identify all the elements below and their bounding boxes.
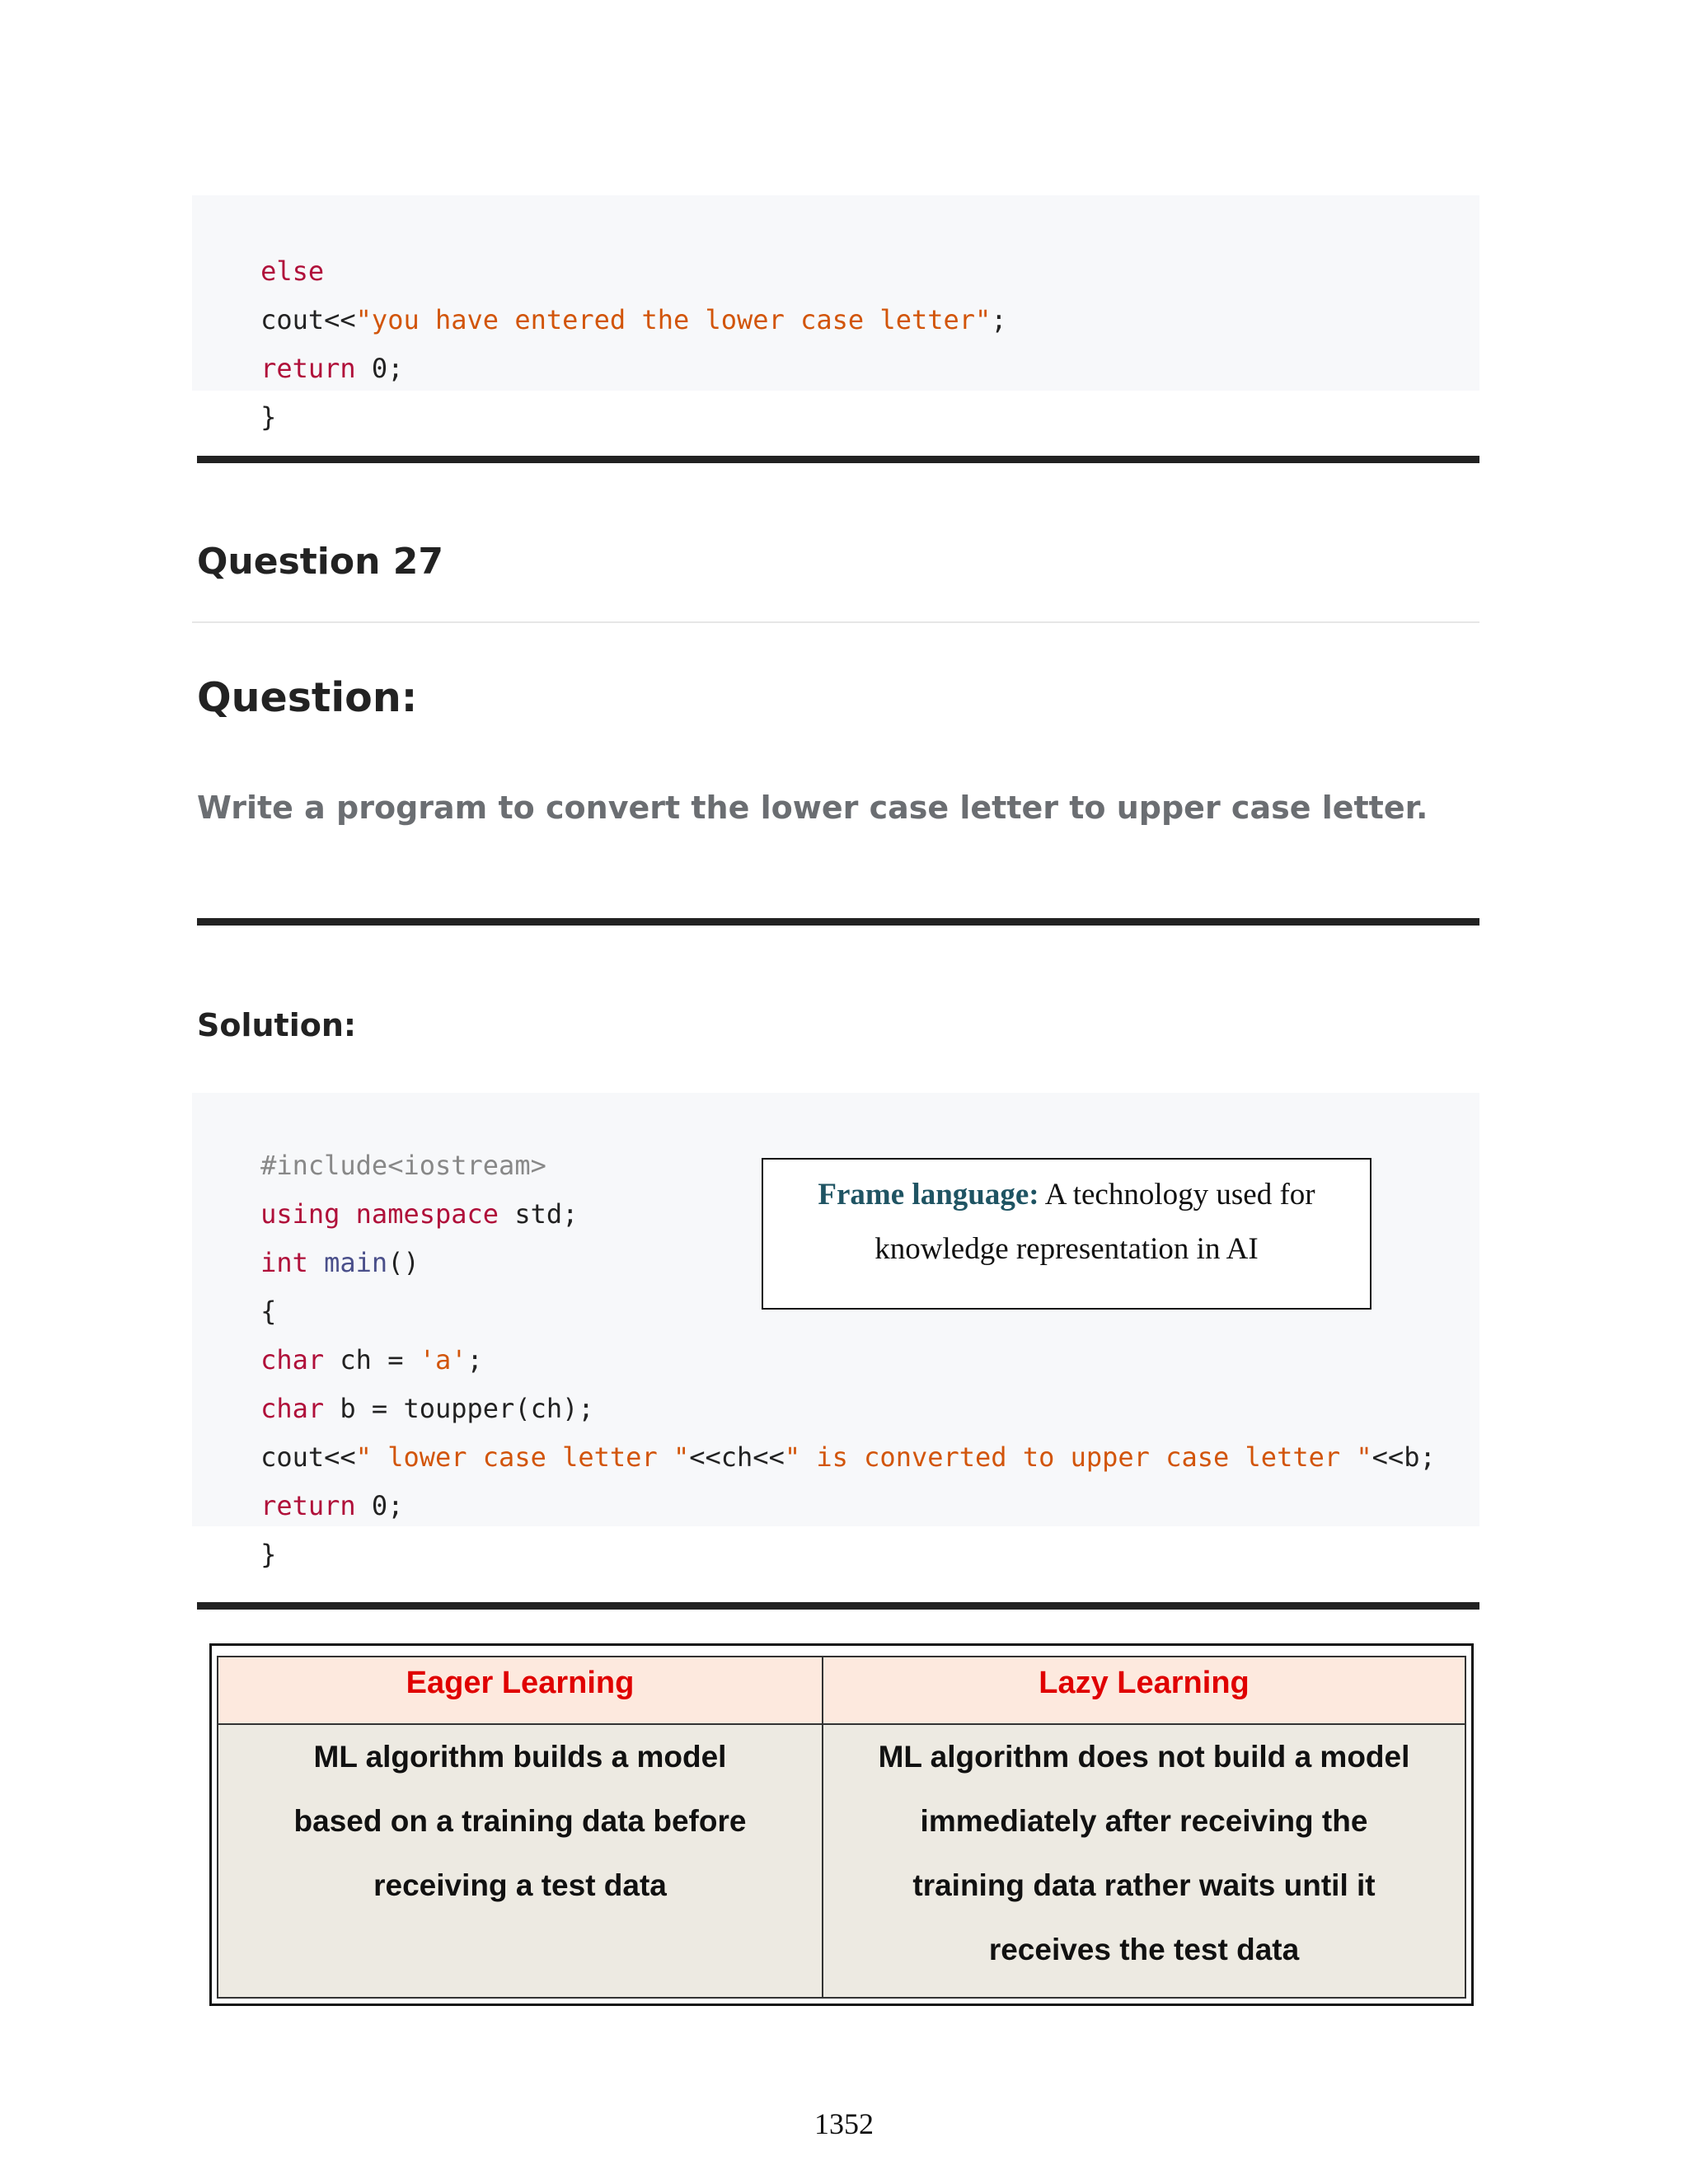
- code-text: ch =: [324, 1344, 420, 1376]
- code-text: ;: [467, 1344, 483, 1376]
- callout-text: A technology used for: [1039, 1178, 1315, 1212]
- table-cell-eager: [218, 1725, 822, 1918]
- cell-line: receiving a test data: [373, 1868, 667, 1902]
- divider-thin: [192, 621, 1479, 623]
- code-string: " lower case letter ": [355, 1441, 690, 1473]
- code-string: 'a': [419, 1344, 467, 1376]
- code-text: b = toupper(ch);: [324, 1393, 594, 1424]
- code-line: [197, 1385, 1436, 1473]
- code-line: [197, 1190, 420, 1278]
- question-text: Write a program to convert the lower case letter to upper case letter.: [197, 790, 1428, 826]
- code-text: }: [260, 1539, 277, 1570]
- question-number-title: Question 27: [197, 541, 443, 583]
- callout-line-2: knowledge representation in AI: [874, 1232, 1259, 1266]
- code-text: cout<<: [260, 304, 356, 335]
- cell-line: immediately after receiving the: [920, 1804, 1368, 1838]
- code-preprocessor: #include<iostream>: [260, 1150, 546, 1181]
- code-keyword: return: [260, 353, 356, 384]
- cell-line: based on a training data before: [293, 1804, 747, 1838]
- table-header-eager: Eager Learning: [218, 1657, 822, 1725]
- code-text: 0;: [355, 1490, 404, 1521]
- code-line: [197, 1482, 277, 1570]
- frame-language-callout: [762, 1158, 1372, 1310]
- comparison-table-body: [217, 1656, 1466, 1999]
- code-text: (): [387, 1247, 420, 1278]
- code-text: }: [260, 401, 277, 433]
- table-cell-lazy: [823, 1725, 1465, 1982]
- code-keyword: using namespace: [260, 1198, 499, 1230]
- code-keyword: else: [260, 255, 325, 287]
- code-line: [197, 199, 325, 287]
- comparison-table: [209, 1643, 1474, 2006]
- callout-term: Frame language:: [818, 1178, 1039, 1212]
- divider: [197, 918, 1479, 926]
- solution-label: Solution:: [197, 1007, 357, 1043]
- question-label: Question:: [197, 674, 418, 721]
- code-text: <<ch<<: [689, 1441, 785, 1473]
- page-number: 1352: [814, 2107, 874, 2140]
- code-line: [197, 1433, 404, 1521]
- code-text: std;: [499, 1198, 579, 1230]
- code-text: {: [260, 1296, 277, 1327]
- code-text: ;: [991, 304, 1007, 335]
- callout-line-1: [763, 1168, 1370, 1222]
- code-keyword: int: [260, 1247, 308, 1278]
- code-block-top: [192, 195, 1479, 433]
- code-keyword: char: [260, 1344, 325, 1376]
- code-string: "you have entered the lower case letter": [355, 304, 992, 335]
- code-line: [197, 1336, 594, 1424]
- code-text: 0;: [355, 353, 404, 384]
- code-text: cout<<: [260, 1441, 356, 1473]
- divider: [197, 1602, 1479, 1610]
- code-line: [197, 1287, 483, 1376]
- code-keyword: return: [260, 1490, 356, 1521]
- code-text: <<b;: [1372, 1441, 1436, 1473]
- divider: [197, 456, 1479, 463]
- code-function: main: [307, 1247, 388, 1278]
- code-line: [197, 1141, 579, 1230]
- code-line: [197, 296, 404, 384]
- code-string: " is converted to upper case letter ": [784, 1441, 1372, 1473]
- cell-line: ML algorithm builds a model: [313, 1740, 727, 1774]
- code-line: [197, 247, 1007, 335]
- code-line: [197, 1093, 546, 1181]
- code-line: [197, 1239, 277, 1327]
- code-keyword: char: [260, 1393, 325, 1424]
- cell-line: receives the test data: [988, 1933, 1300, 1966]
- table-header-lazy: Lazy Learning: [823, 1657, 1465, 1725]
- cell-line: training data rather waits until it: [912, 1868, 1376, 1902]
- code-line: [197, 344, 277, 433]
- cell-line: ML algorithm does not build a model: [878, 1740, 1410, 1774]
